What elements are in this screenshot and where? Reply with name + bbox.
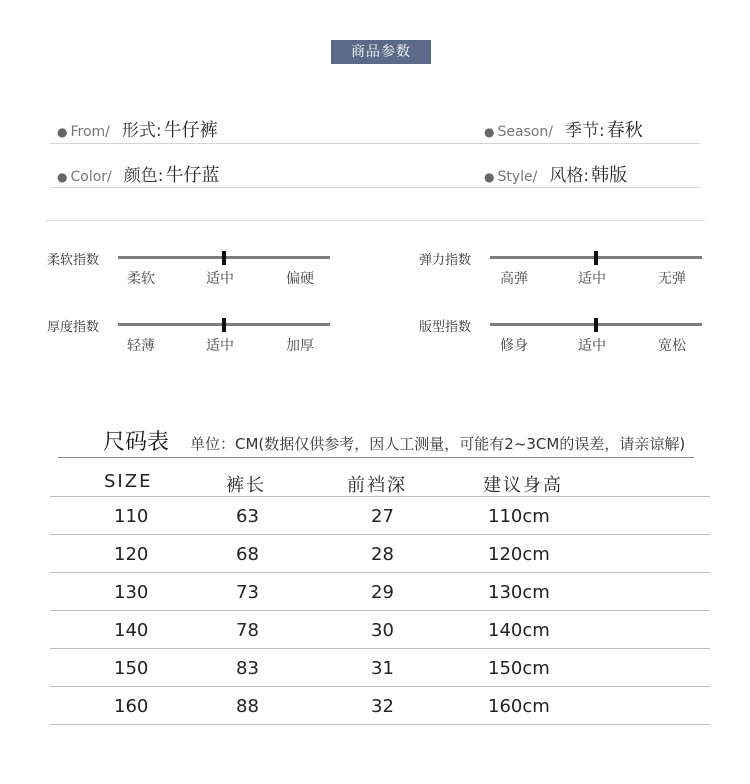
column-header: 前裆深 — [347, 475, 407, 496]
column-header: SIZE — [104, 471, 153, 492]
meter-option: 加厚 — [286, 338, 314, 354]
row-divider — [50, 648, 710, 649]
attr-en-label: Season/ — [497, 124, 554, 140]
divider — [45, 220, 705, 221]
table-cell: 68 — [236, 544, 259, 565]
meter-knob — [222, 318, 226, 332]
meter-option: 柔软 — [127, 271, 155, 287]
section-banner: 商品参数 — [331, 40, 431, 64]
meter-option: 轻薄 — [127, 338, 155, 354]
meter-option: 宽松 — [658, 338, 686, 354]
row-divider — [50, 724, 710, 725]
attr-value: 牛仔裤 — [163, 120, 218, 141]
row-divider — [50, 534, 710, 535]
attr-cn-label: 颜色: — [123, 166, 164, 186]
bullet-icon: ● — [57, 170, 68, 184]
table-cell: 30 — [371, 620, 394, 641]
divider — [50, 143, 700, 144]
meter-option: 修身 — [500, 338, 528, 354]
table-cell: 140 — [114, 620, 149, 641]
bullet-icon: ● — [484, 170, 495, 184]
meter-option: 偏硬 — [286, 271, 314, 287]
table-cell: 120cm — [488, 544, 550, 565]
size-table-title: 尺码表 — [103, 430, 170, 455]
table-cell: 78 — [236, 620, 259, 641]
attr-from — [57, 116, 218, 140]
bullet-icon: ● — [484, 125, 495, 139]
column-header: 裤长 — [226, 475, 266, 496]
attr-style — [484, 161, 627, 185]
bullet-icon: ● — [57, 125, 68, 139]
meter-knob — [222, 251, 226, 265]
attr-cn-label: 风格: — [549, 166, 590, 186]
meter-option: 高弹 — [500, 271, 528, 287]
table-cell: 160 — [114, 696, 149, 717]
table-cell: 29 — [371, 582, 394, 603]
table-cell: 31 — [371, 658, 394, 679]
table-cell: 130cm — [488, 582, 550, 603]
table-cell: 160cm — [488, 696, 550, 717]
attr-color — [57, 161, 220, 185]
table-cell: 83 — [236, 658, 259, 679]
table-cell: 28 — [371, 544, 394, 565]
table-cell: 73 — [236, 582, 259, 603]
meter-option: 无弹 — [658, 271, 686, 287]
attr-season — [484, 116, 643, 140]
row-divider — [50, 572, 710, 573]
meter-label: 弹力指数 — [419, 253, 472, 268]
meter-option: 适中 — [206, 338, 234, 354]
column-header: 建议身高 — [483, 475, 563, 496]
table-cell: 120 — [114, 544, 149, 565]
table-cell: 150 — [114, 658, 149, 679]
meter-label: 版型指数 — [419, 320, 472, 335]
attr-cn-label: 形式: — [121, 121, 162, 141]
attr-value: 牛仔蓝 — [165, 165, 220, 186]
table-cell: 32 — [371, 696, 394, 717]
attr-en-label: Style/ — [497, 169, 538, 185]
table-cell: 150cm — [488, 658, 550, 679]
table-cell: 63 — [236, 506, 259, 527]
table-cell: 110 — [114, 506, 149, 527]
meter-label: 厚度指数 — [47, 320, 100, 335]
attr-value: 韩版 — [591, 165, 628, 186]
attr-en-label: Color/ — [70, 169, 112, 185]
meter-option: 适中 — [578, 271, 606, 287]
attr-en-label: From/ — [70, 124, 110, 140]
table-cell: 88 — [236, 696, 259, 717]
attr-cn-label: 季节: — [565, 121, 605, 141]
row-divider — [50, 610, 710, 611]
meter-knob — [594, 251, 598, 265]
meter-label: 柔软指数 — [47, 253, 100, 268]
table-cell: 110cm — [488, 506, 550, 527]
size-table-note: 单位：CM(数据仅供参考，因人工测量，可能有2~3CM的误差，请亲谅解) — [190, 435, 686, 453]
table-cell: 140cm — [488, 620, 550, 641]
title-underline — [58, 457, 694, 458]
table-cell: 130 — [114, 582, 149, 603]
divider — [50, 187, 700, 188]
meter-option: 适中 — [578, 338, 606, 354]
meter-option: 适中 — [206, 271, 234, 287]
table-cell: 27 — [371, 506, 394, 527]
row-divider — [50, 496, 710, 497]
meter-knob — [594, 318, 598, 332]
attr-value: 春秋 — [606, 120, 643, 141]
row-divider — [50, 686, 710, 687]
